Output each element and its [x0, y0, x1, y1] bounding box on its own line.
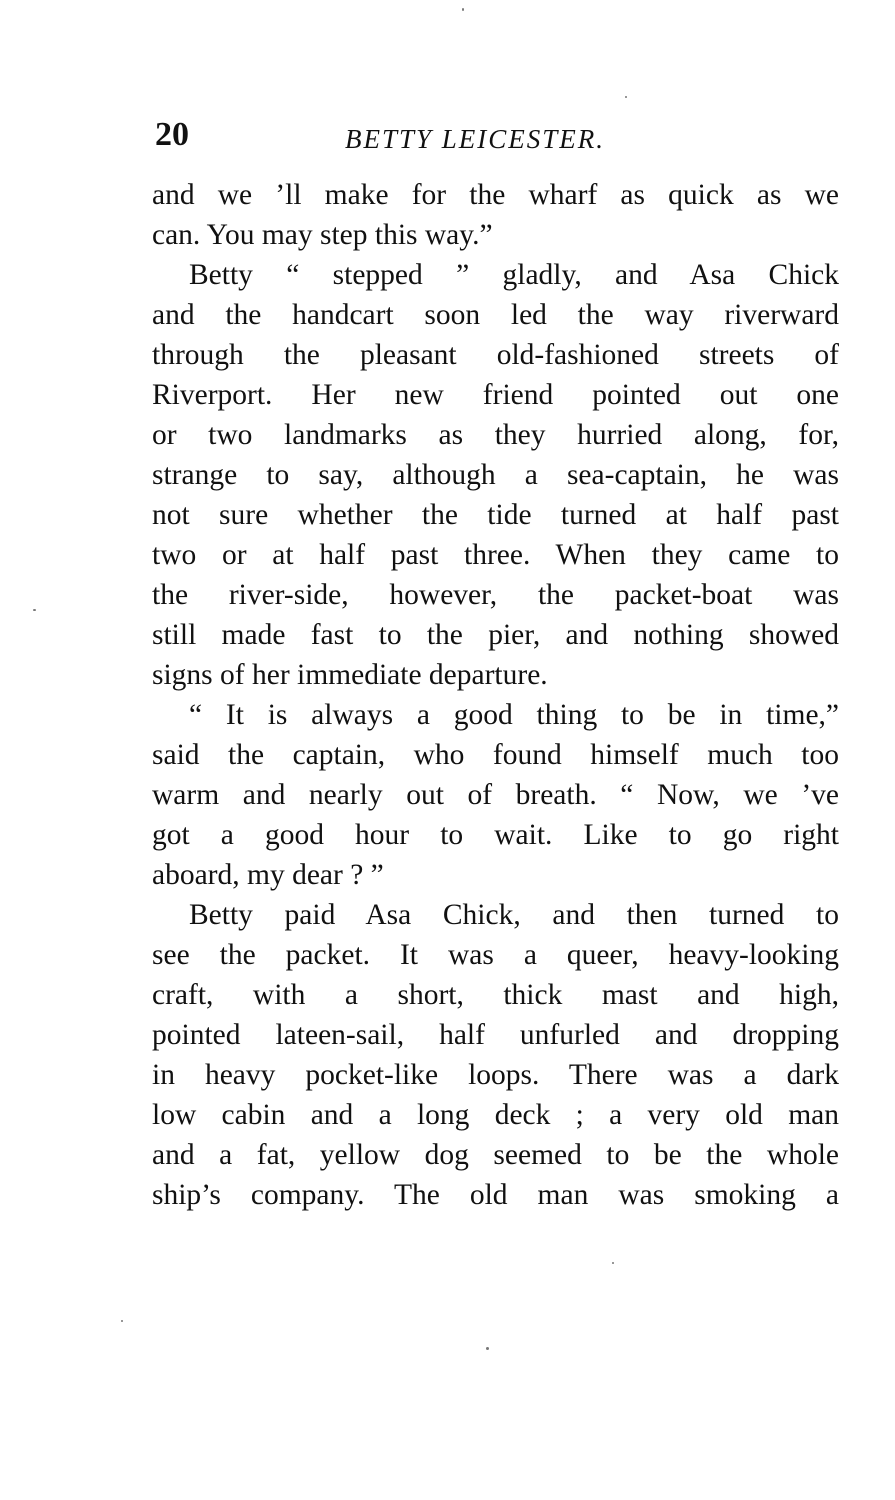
scan-speck — [121, 1320, 123, 1322]
text-line: still made fast to the pier, and nothing showed — [152, 619, 839, 651]
text-line: pointed lateen-sail, half unfurled and dropping — [152, 1019, 839, 1051]
scan-speck — [625, 96, 627, 98]
text-line: warm and nearly out of breath. “ Now, we ’ve — [152, 779, 839, 811]
text-line: Betty “ stepped ” gladly, and Asa Chick — [189, 259, 839, 291]
text-line: not sure whether the tide turned at half past — [152, 499, 839, 531]
text-line: and a fat, yellow dog seemed to be the whole — [152, 1139, 839, 1171]
text-line: see the packet. It was a queer, heavy-looking — [152, 939, 839, 971]
text-line: “ It is always a good thing to be in time,” — [189, 699, 839, 731]
text-line: in heavy pocket-like loops. There was a dark — [152, 1059, 839, 1091]
page-header — [155, 110, 840, 160]
text-line: strange to say, although a sea-captain, he was — [152, 459, 839, 491]
text-line: said the captain, who found himself much too — [152, 739, 839, 771]
text-line: or two landmarks as they hurried along, for, — [152, 419, 839, 451]
scan-speck — [486, 1347, 489, 1350]
text-line: got a good hour to wait. Like to go right — [152, 819, 839, 851]
text-line: through the pleasant old-fashioned streets of — [152, 339, 839, 371]
text-line: and we ’ll make for the wharf as quick as we — [152, 179, 839, 211]
text-line: low cabin and a long deck ; a very old man — [152, 1099, 839, 1131]
text-line: aboard, my dear ? ” — [152, 859, 384, 891]
text-line: and the handcart soon led the way riverward — [152, 299, 839, 331]
page-number: 20 — [155, 116, 189, 153]
scan-speck — [33, 609, 36, 611]
scan-speck — [462, 8, 464, 11]
body-text — [152, 175, 839, 1215]
scan-speck — [612, 1262, 614, 1264]
running-title: BETTY LEICESTER. — [345, 124, 606, 154]
text-line: Riverport. Her new friend pointed out one — [152, 379, 839, 411]
text-line: can. You may step this way.” — [152, 219, 493, 251]
text-line: craft, with a short, thick mast and high, — [152, 979, 839, 1011]
text-line: ship’s company. The old man was smoking a — [152, 1179, 839, 1211]
text-line: the river-side, however, the packet-boat was — [152, 579, 839, 611]
text-line: two or at half past three. When they came to — [152, 539, 839, 571]
text-line: Betty paid Asa Chick, and then turned to — [189, 899, 839, 931]
text-line: signs of her immediate departure. — [152, 659, 548, 691]
